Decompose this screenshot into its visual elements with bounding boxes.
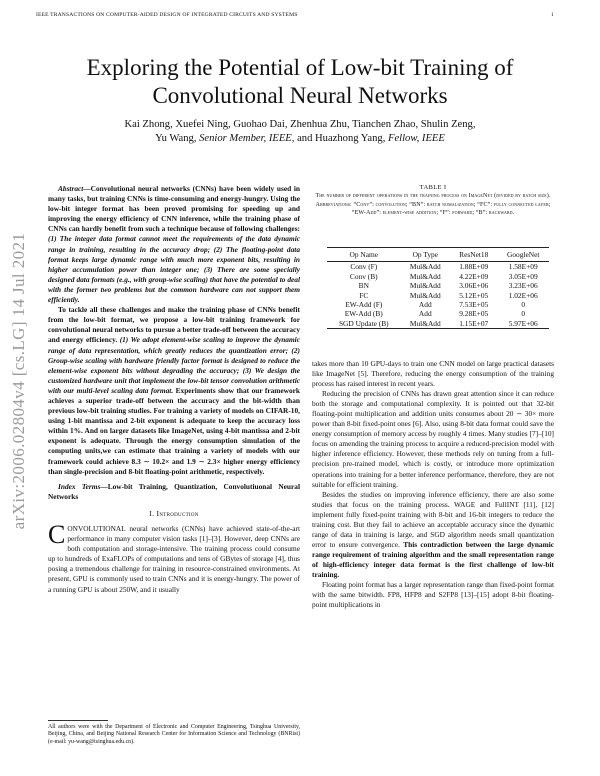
table-cell: SGD Update (B) (327, 319, 401, 329)
table-cell: 4.22E+09 (459, 271, 489, 281)
table-header-cell: ResNet18 (450, 248, 497, 262)
authors-line-1: Kai Zhong, Xuefei Ning, Guohao Dai, Zhenhua Zhu, Tianchen Zhao, Shulin Zeng, (124, 119, 476, 130)
journal-name: IEEE TRANSACTIONS ON COMPUTER-AIDED DESIGN OF INTEGRATED CIRCUITS AND SYSTEMS (36, 12, 298, 18)
right-paragraph-3: Besides the studies on improving inference efficiency, there are also some studies that focus on the training process. WAGE and FullINT [11], [12] implement fully fixed-point training with 8-bit and 16-bit integers to reduce the training cost. But they fail to achieve an acceptable accuracy since the dynamic range of data in training is large, and SGD algorithm needs small quantization error to ensure convergence. This contradiction between the large dynamic range requirement of training algorithm and the small representation range of high-efficiency integer data format is the first challenge of low-bit training. (312, 489, 555, 579)
table-cell: 3.05E+09 (508, 271, 538, 281)
author-list (60, 118, 540, 146)
right-paragraph-1: takes more than 10 GPU-days to train one CNN model on large practical datasets like ImageNet [5]. Therefore, reducing the energy consumption of the training process has raised interest in recent years. (312, 359, 554, 389)
table-caption-text: The number of different operations in the training process on ImageNet (divided by batch size). Abbreviations: “Conv”: convolution; “BN”: batch nomalization; “FC”: fully connected layer; “EW-Add”: element-wise addition; “F”: forward; “B”: backward. (315, 193, 551, 217)
table-cell: EW-Add (B) (344, 309, 383, 319)
table-cell: BN (358, 281, 369, 291)
table-cell: Mul&Add (409, 271, 441, 281)
table-cell: 1.15E+07 (450, 319, 497, 329)
table-header-cell: GoogleNet (497, 248, 549, 262)
table-label: TABLE I (419, 184, 447, 191)
abstract (48, 184, 300, 477)
table-row (327, 309, 549, 318)
table-cell: Conv (F) (350, 262, 378, 272)
footnote: All authors were with the Department of Electronic and Computer Engineering, Tsinghua University, Beijing, China, and Beijing National Research Center for Information Science and Technology (BNRist) (e-mail: yu-wang@tsinghua.edu.cn). (48, 724, 300, 745)
running-header (36, 12, 554, 24)
table-row (327, 300, 549, 309)
table-row (327, 319, 549, 329)
arxiv-watermark: arXiv:2006.02804v4 [cs.LG] 14 Jul 2021 (9, 232, 28, 530)
table-cell: 0 (521, 300, 526, 310)
table-row (327, 262, 549, 272)
membership-senior: Senior Member, IEEE, (199, 133, 295, 144)
table-row (327, 291, 549, 300)
footnote-rule (48, 720, 108, 721)
table-header-cell: Op Name (327, 248, 401, 262)
page-number: 1 (551, 12, 554, 18)
author-huazhong-yang: and Huazhong Yang, (294, 133, 388, 144)
table-cell: Mul&Add (409, 281, 441, 291)
table-row (327, 281, 549, 290)
operations-table (327, 247, 549, 329)
membership-fellow: Fellow, IEEE (388, 133, 445, 144)
table-cell: Mul&Add (401, 319, 450, 329)
table-cell: 1.58E+09 (508, 262, 538, 272)
table-cell: 5.97E+06 (497, 319, 549, 329)
table-caption (312, 184, 554, 218)
table-cell: Mul&Add (409, 262, 441, 272)
right-paragraph-4: Floating point format has a larger representation range than fixed-point format with the same bitwidth. FP8, HFP8 and S2FP8 [13]–[15] adopt 8-bit floating-point multiplications in (312, 580, 554, 610)
abstract-paragraph-1: Abstract—Convolutional neural networks (CNNs) have been widely used in many tasks, but training CNNs is time-consuming and energy-hungry. Using the low-bit integer format has been proved promising for speeding up and improving the energy efficiency of CNN inference, while the training phase of CNNs can hardly benefit from such a technique because of following challenges: (1) The integer data format cannot meet the requirements of the data dynamic range in training, resulting in the accuracy drop; (2) The floating-point data format keeps large dynamic range with much more exponent bits, resulting in higher accumulation power than integer one; (3) There are some specially designed data formats (e.g., with group-wise scaling) that have the potential to deal with the former two problems but the common hardware can not support them efficiently. (48, 184, 300, 305)
index-terms: Index Terms—Low-bit Training, Quantization, Convolutiuonal Neural Networks (48, 481, 300, 501)
right-paragraph-2: Reducing the precision of CNNs has drawn great attention since it can reduce both the storage and computational complexity. It is pointed out that 32-bit floating-point multiplication and addition units consumes about 20 ∼ 30× more power than 8-bit fixed-point ones [6]. Also, using 8-bit data format could save the energy consumption of memory access by roughly 4 times. Many studies [7]–[10] focus on amending the training process to acquire a reduced-precision model with higher inference efficiency. However, these methods rely on tuning from a full-precision pre-trained model, which is costly, or introduce more optimization operations into training for a better inference performance, therefore, they are not suitable for efficient training. (312, 389, 554, 489)
authors-line-2 (60, 132, 540, 146)
abstract-label: Abstract (58, 184, 84, 193)
paper-title: Exploring the Potential of Low-bit Training of Convolutional Neural Networks (86, 55, 514, 108)
table-cell: Conv (B) (349, 271, 378, 281)
table-cell: 9.28E+05 (459, 309, 489, 319)
table-cell: 5.12E+05 (459, 290, 489, 300)
index-terms-label: Index Terms (58, 481, 101, 491)
table-header-row (327, 248, 549, 262)
table-cell: 1.02E+06 (508, 290, 538, 300)
table-cell: Mul&Add (409, 290, 441, 300)
abstract-paragraph-2: To tackle all these challenges and make the training phase of CNNs benefit from the low-bit format, we propose a low-bit training framework for convolutional neural networks to pursue a better trade-off between the accuracy and energy efficiency. (1) We adopt element-wise scaling to improve the dynamic range of data representation, which greatly reduces the quantization error; (2) Group-wise scaling with hardware friendly factor format is designed to reduce the element-wise exponent bits without degrading the accuracy; (3) We design the customized hardware unit that implement the low-bit tensor convolution arithmetic with our multi-level scaling data format. Experiments show that our framework achieves a superior trade-off between the accuracy and the bit-width than previous low-bit training studies. For training a variety of models on CIFAR-10, using 1-bit mantissa and 2-bit exponent is adequate to keep the accuracy loss within 1%. And on larger datasets like ImageNet, using 4-bit mantissa and 2-bit exponent is adequate. Through the energy consumption simulation of the computing units,we can estimate that training a variety of models with our framework could achieve 8.3 ∼ 10.2× and 1.9 ∼ 2.3× higher energy efficiency than single-precision and 8-bit floating-point arithmetic, respectively. (48, 305, 300, 476)
table-cell: 7.53E+05 (459, 300, 489, 310)
table-cell: 3.06E+06 (459, 281, 489, 291)
table-cell: 3.23E+06 (508, 281, 538, 291)
section-heading-introduction: I. Introduction (149, 508, 199, 518)
table-header-cell: Op Type (401, 248, 450, 262)
table-cell: 0 (521, 309, 526, 319)
table-cell: FC (359, 290, 369, 300)
author-yu-wang: Yu Wang, (155, 133, 200, 144)
table-cell: 1.88E+09 (459, 262, 489, 272)
table-cell: EW-Add (F) (345, 300, 383, 310)
table-cell: Add (418, 300, 432, 310)
table-cell: Add (418, 309, 432, 319)
intro-paragraph-1: CONVOLUTIONAL neural networks (CNNs) have achieved state-of-the-art performance in many computer vision tasks [1]–[3]. However, deep CNNs are both computation and storage-intensive. The training process could consume up to hundreds of ExaFLOPs of computations and tens of GBytes of storage [4], thus posing a tremendous challenge for training in resource-constrained environments. At present, GPU is commonly used to train CNNs and it is energy-hungry. The power of a running GPU is about 250W, and it usually (48, 520, 300, 594)
right-column-body (312, 359, 554, 610)
left-column (48, 184, 300, 595)
table-row (327, 272, 549, 281)
drop-cap: C (48, 520, 66, 549)
